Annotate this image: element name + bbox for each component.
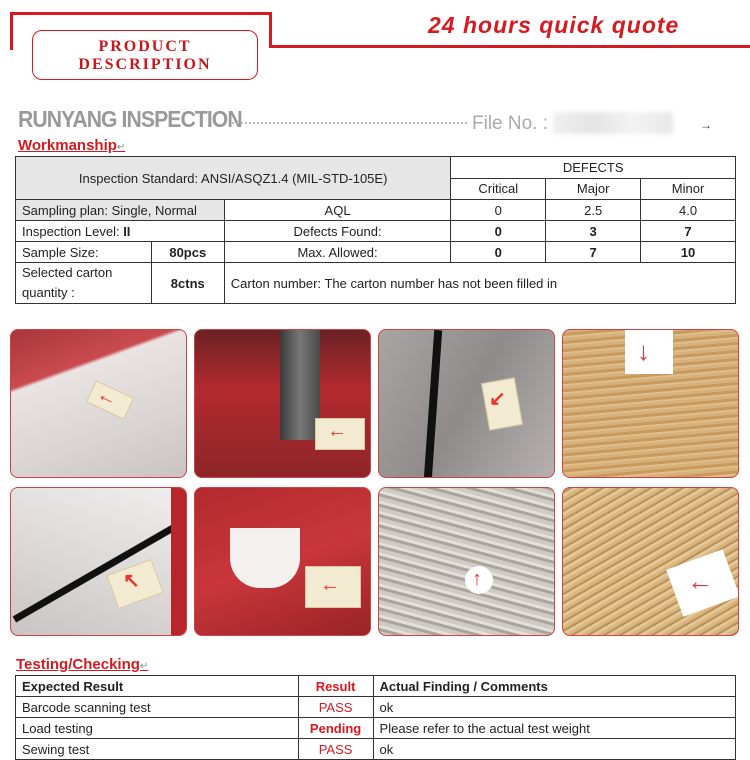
max-allowed-minor: 10 <box>641 242 736 263</box>
finding-cell: ok <box>373 697 735 718</box>
photo-umbrella-canopy-2 <box>10 487 187 636</box>
testing-table <box>15 675 736 760</box>
major-header: Major <box>546 178 641 200</box>
expected-cell: Load testing <box>16 718 299 739</box>
red-arrow-icon: ← <box>320 574 340 596</box>
table-row <box>16 739 736 760</box>
dotted-leader <box>232 122 467 124</box>
result-header: Result <box>298 676 373 697</box>
photo-rope-basket <box>378 487 555 636</box>
rib-shape <box>13 516 187 622</box>
defects-header: DEFECTS <box>451 157 736 179</box>
header-line-left-drop <box>10 12 13 50</box>
minor-header: Minor <box>641 178 736 200</box>
quick-quote-slogan: 24 hours quick quote <box>428 12 680 38</box>
red-arrow-icon: ← <box>93 382 121 412</box>
photo-umbrella-print <box>194 487 371 636</box>
rib-shape <box>424 330 442 478</box>
defects-found-label: Defects Found: <box>224 221 451 242</box>
aql-label: AQL <box>224 200 451 221</box>
red-arrow-icon: ↑ <box>472 568 482 590</box>
selected-carton-value: 8ctns <box>151 263 224 304</box>
table-row <box>16 697 736 718</box>
sample-size-value: 80pcs <box>151 242 224 263</box>
expected-result-header: Expected Result <box>16 676 299 697</box>
badge-line1: PRODUCT <box>98 38 192 55</box>
finding-header: Actual Finding / Comments <box>373 676 735 697</box>
finding-cell: Please refer to the actual test weight <box>373 718 735 739</box>
header-line-right-drop <box>269 12 272 48</box>
pole-shape <box>280 330 320 440</box>
file-number-redacted <box>553 112 673 134</box>
file-number-label: File No. : <box>472 113 549 134</box>
defects-found-minor: 7 <box>641 221 736 242</box>
white-print-shape <box>230 528 300 588</box>
company-name: RUNYANG INSPECTION <box>18 106 242 132</box>
header-line-bottom-right <box>269 45 750 48</box>
expected-cell: Sewing test <box>16 739 299 760</box>
defects-found-critical: 0 <box>451 221 546 242</box>
max-allowed-critical: 0 <box>451 242 546 263</box>
photo-bamboo-surface-1 <box>562 329 739 478</box>
critical-header: Critical <box>451 178 546 200</box>
result-cell: PASS <box>298 697 373 718</box>
red-arrow-icon: ↙ <box>489 388 506 410</box>
defects-found-major: 3 <box>546 221 641 242</box>
aql-minor: 4.0 <box>641 200 736 221</box>
photo-umbrella-canopy-1 <box>10 329 187 478</box>
product-description-badge <box>32 30 258 80</box>
inspection-level: Inspection Level: II <box>16 221 225 242</box>
aql-major: 2.5 <box>546 200 641 221</box>
inspection-table <box>15 156 736 304</box>
max-allowed-label: Max. Allowed: <box>224 242 451 263</box>
finding-cell: ok <box>373 739 735 760</box>
max-allowed-major: 7 <box>546 242 641 263</box>
canopy-edge <box>171 488 187 636</box>
photo-umbrella-rib-1 <box>378 329 555 478</box>
table-row <box>16 718 736 739</box>
red-arrow-icon: ↓ <box>637 336 650 366</box>
badge-line2: DESCRIPTION <box>78 56 212 73</box>
photo-bamboo-surface-2 <box>562 487 739 636</box>
selected-carton-label: Selected carton quantity : <box>16 263 152 304</box>
sampling-plan: Sampling plan: Single, Normal <box>16 200 225 221</box>
carton-number: Carton number: The carton number has not been filled in <box>224 263 735 304</box>
tab-arrow-icon: → <box>700 118 712 132</box>
header-line-top-left <box>10 12 262 15</box>
inspection-standard: Inspection Standard: ANSI/ASQZ1.4 (MIL-STD-105E) <box>16 157 451 200</box>
aql-critical: 0 <box>451 200 546 221</box>
workmanship-title: Workmanship↵ <box>18 137 126 154</box>
red-arrow-icon: ↖ <box>123 570 140 592</box>
result-cell: Pending <box>298 718 373 739</box>
result-cell: PASS <box>298 739 373 760</box>
red-arrow-icon: ← <box>327 420 347 442</box>
sample-size-label: Sample Size: <box>16 242 152 263</box>
red-arrow-icon: ← <box>687 566 713 596</box>
testing-title: Testing/Checking↵ <box>16 656 149 673</box>
photo-umbrella-pole-1 <box>194 329 371 478</box>
expected-cell: Barcode scanning test <box>16 697 299 718</box>
